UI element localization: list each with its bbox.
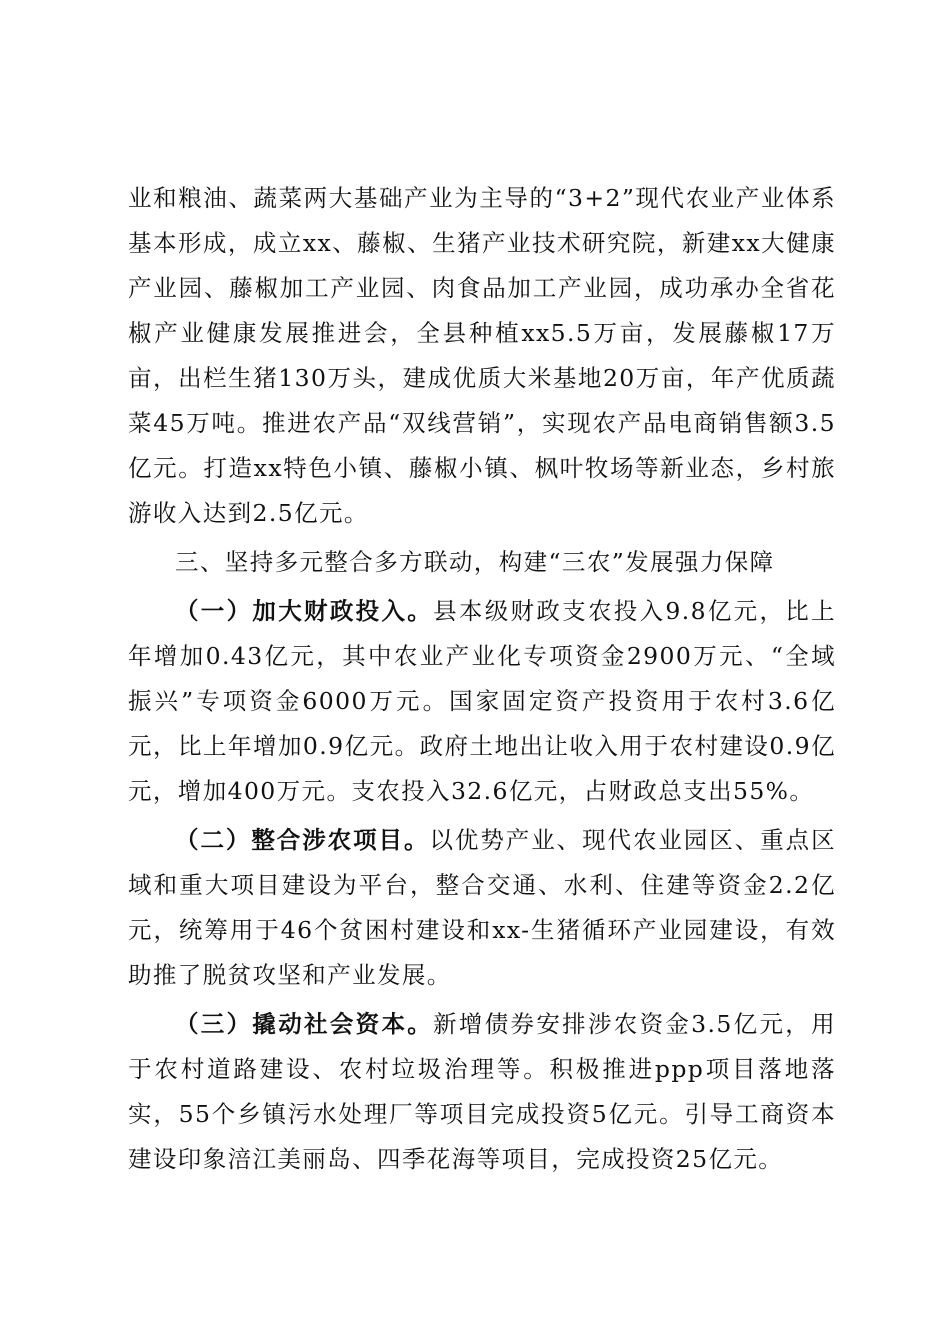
body-social-capital: 新增债券安排涉农资金3.5亿元，用于农村道路建设、农村垃圾治理等。积极推进ppp项目落地落实，55个乡镇污水处理厂等项目完成投资5亿元。引导工商资本建设印象涪江美丽岛、四季花海等项目，完成投资25亿元。 <box>128 1010 836 1173</box>
subheading-agri-projects: （二）整合涉农项目。 <box>175 826 430 854</box>
paragraph-industry-system: 业和粮油、蔬菜两大基础产业为主导的“3+2”现代农业产业体系基本形成，成立xx、藤椒、生猪产业技术研究院，新建xx大健康产业园、藤椒加工产业园、肉食品加工产业园，成功承办全省花椒产业健康发展推进会，全县种植xx5.5万亩，发展藤椒17万亩，出栏生猪130万头，建成优质大米基地20万亩，年产优质蔬菜45万吨。推进农产品“双线营销”，实现农产品电商销售额3.5亿元。打造xx特色小镇、藤椒小镇、枫叶牧场等新业态，乡村旅游收入达到2.5亿元。 <box>128 184 836 527</box>
document-body <box>128 176 836 1186</box>
section-heading-three: 三、坚持多元整合多方联动，构建“三农”发展强力保障 <box>175 548 775 576</box>
subheading-social-capital: （三）撬动社会资本。 <box>175 1010 434 1038</box>
paragraph-fiscal-investment <box>128 589 836 814</box>
paragraph-social-capital <box>128 1002 836 1182</box>
body-agri-projects: 以优势产业、现代农业园区、重点区域和重大项目建设为平台，整合交通、水利、住建等资金2.2亿元，统筹用于46个贫困村建设和xx-生猪循环产业园建设，有效助推了脱贫攻坚和产业发展。 <box>128 826 836 989</box>
body-fiscal-investment: 县本级财政支农投入9.8亿元，比上年增加0.43亿元，其中农业产业化专项资金2900万元、“全域振兴”专项资金6000万元。国家固定资产投资用于农村3.6亿元，比上年增加0.9亿元。政府土地出让收入用于农村建设0.9亿元，增加400万元。支农投入32.6亿元，占财政总支出55%。 <box>128 597 836 805</box>
paragraph-agri-projects <box>128 818 836 998</box>
subheading-fiscal-investment: （一）加大财政投入。 <box>175 597 434 625</box>
